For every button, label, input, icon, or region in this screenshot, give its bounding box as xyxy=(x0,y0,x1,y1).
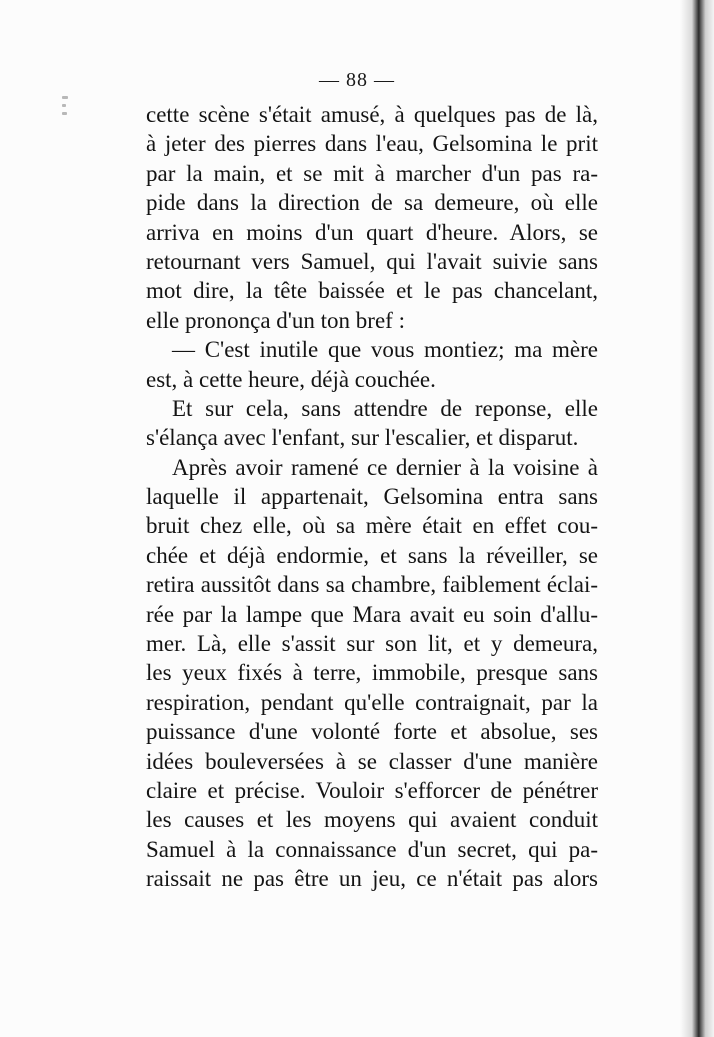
text-line: les yeux fixés à terre, immobile, presque sans xyxy=(146,660,598,686)
paper-speck xyxy=(62,96,68,99)
text-line: mot dire, la tête baissée et le pas chancelant, xyxy=(146,278,598,304)
text-line: respiration, pendant qu'elle contraignait, par la xyxy=(146,689,598,715)
text-line: Après avoir ramené ce dernier à la voisine à xyxy=(172,454,598,480)
text-line: cette scène s'était amusé, à quelques pas de là, xyxy=(146,102,598,127)
text-line: mer. Là, elle s'assit sur son lit, et y demeura, xyxy=(146,631,598,657)
text-line: puissance d'une volonté forte et absolue, ses xyxy=(146,719,598,745)
text-line: chée et déjà endormie, et sans la réveiller, se xyxy=(146,542,598,568)
text-line: arriva en moins d'un quart d'heure. Alors, se xyxy=(146,219,598,245)
text-line: pide dans la direction de sa demeure, où elle xyxy=(146,190,598,216)
text-line: — C'est inutile que vous montiez; ma mère xyxy=(172,337,598,363)
text-line: Et sur cela, sans attendre de reponse, elle xyxy=(172,395,598,421)
page-binding-edge xyxy=(680,0,714,1037)
paper-speck xyxy=(62,112,67,115)
page-number: — 88 — xyxy=(319,69,395,91)
text-line: s'élança avec l'enfant, sur l'escalier, et disparut. xyxy=(146,425,579,451)
text-line: raissait ne pas être un jeu, ce n'était pas alors xyxy=(146,866,598,892)
text-line: par la main, et se mit à marcher d'un pas ra- xyxy=(146,160,598,186)
body-text xyxy=(146,100,598,894)
text-line: elle prononça d'un ton bref : xyxy=(146,307,405,333)
text-line: retournant vers Samuel, qui l'avait suivie sans xyxy=(146,248,598,274)
text-line: les causes et les moyens qui avaient conduit xyxy=(146,807,598,833)
text-line: claire et précise. Vouloir s'efforcer de pénétrer xyxy=(146,777,598,803)
text-line: est, à cette heure, déjà couchée. xyxy=(146,366,436,392)
text-line: Samuel à la connaissance d'un secret, qui pa- xyxy=(146,836,598,862)
text-line: retira aussitôt dans sa chambre, faiblement éclai- xyxy=(146,572,598,598)
text-line: bruit chez elle, où sa mère était en effet cou- xyxy=(146,513,598,539)
text-line: rée par la lampe que Mara avait eu soin d'allu- xyxy=(146,601,598,627)
text-line: laquelle il appartenait, Gelsomina entra sans xyxy=(146,484,598,510)
text-line: à jeter des pierres dans l'eau, Gelsomina le prit xyxy=(146,131,598,157)
paper-speck xyxy=(62,104,66,107)
text-line: idées bouleversées à se classer d'une manière xyxy=(146,748,598,774)
